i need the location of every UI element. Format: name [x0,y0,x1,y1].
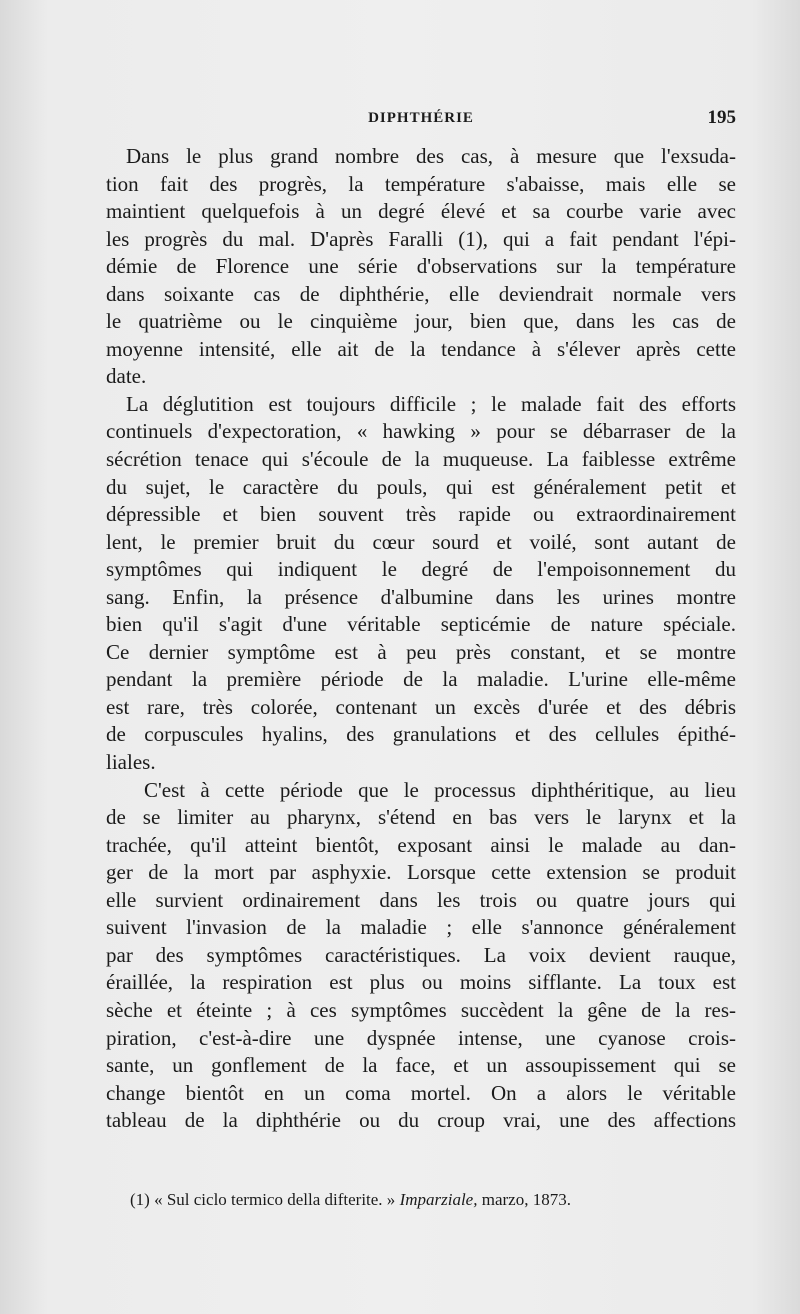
text-line: éraillée, la respiration est plus ou moins sifflante. La toux est [106,970,736,995]
text-line: de se limiter au pharynx, s'étend en bas vers le larynx et la [106,805,736,830]
text-line: les progrès du mal. D'après Faralli (1), qui a fait pendant l'épi- [106,226,736,251]
text-line: démie de Florence une série d'observations sur la température [106,254,736,279]
text-line: moyenne intensité, elle ait de la tendance à s'élever après cette [106,336,736,361]
text-line: sécrétion tenace qui s'écoule de la muqueuse. La faiblesse extrême [106,447,736,472]
text-line: sang. Enfin, la présence d'albumine dans les urines montre [106,584,736,609]
text-line: du sujet, le caractère du pouls, qui est généralement petit et [106,474,736,499]
text-line: est rare, très colorée, contenant un excès d'urée et des débris [106,694,736,719]
text-line: Ce dernier symptôme est à peu près constant, et se montre [106,639,736,664]
text-line: symptômes qui indiquent le degré de l'empoisonnement du [106,557,736,582]
text-line: bien qu'il s'agit d'une véritable septicémie de nature spéciale. [106,612,736,637]
text-line: La déglutition est toujours difficile ; le malade fait des efforts [126,391,736,416]
running-title: DIPHTHÉRIE [368,110,474,126]
footnote-marker: (1) [130,1190,150,1209]
text-line: liales. [106,750,156,775]
footnote-date: marzo, 1873. [481,1190,571,1209]
text-line: dans soixante cas de diphthérie, elle deviendrait normale vers [106,281,736,306]
text-line: piration, c'est-à-dire une dyspnée intense, une cyanose crois- [106,1025,736,1050]
text-line: de corpuscules hyalins, des granulations et des cellules épithé- [106,722,736,747]
text-line: lent, le premier bruit du cœur sourd et voilé, sont autant de [106,529,736,554]
text-line: maintient quelquefois à un degré élevé et sa courbe varie avec [106,199,736,224]
text-line: tableau de la diphthérie ou du croup vrai, une des affections [106,1108,736,1133]
text-line: sante, un gonflement de la face, et un assoupissement qui se [106,1053,736,1078]
footnote-journal: Imparziale, [399,1190,478,1209]
running-head [106,106,736,130]
page-number: 195 [707,107,736,128]
text-line: Dans le plus grand nombre des cas, à mesure que l'exsuda- [126,144,736,168]
footnote [130,1188,730,1212]
text-line: trachée, qu'il atteint bientôt, exposant ainsi le malade au dan- [106,832,736,857]
text-line: le quatrième ou le cinquième jour, bien que, dans les cas de [106,309,736,334]
footnote-quote: « Sul ciclo termico della difterite. » [154,1190,396,1209]
text-line: ger de la mort par asphyxie. Lorsque cette extension se produit [106,860,736,885]
text-line: dépressible et bien souvent très rapide ou extraordinairement [106,502,736,527]
text-line: date. [106,364,147,389]
text-line: C'est à cette période que le processus diphthéritique, au lieu [144,777,736,802]
text-line: elle survient ordinairement dans les trois ou quatre jours qui [106,887,736,912]
text-line: continuels d'expectoration, « hawking » pour se débarraser de la [106,419,736,444]
text-line: suivent l'invasion de la maladie ; elle s'annonce généralement [106,915,736,940]
body-text [106,143,736,1135]
text-line: par des symptômes caractéristiques. La voix devient rauque, [106,942,736,967]
text-line: change bientôt en un coma mortel. On a alors le véritable [106,1080,736,1105]
text-line: tion fait des progrès, la température s'abaisse, mais elle se [106,171,736,196]
text-line: sèche et éteinte ; à ces symptômes succèdent la gêne de la res- [106,997,736,1022]
text-line: pendant la première période de la maladie. L'urine elle-même [106,667,736,692]
